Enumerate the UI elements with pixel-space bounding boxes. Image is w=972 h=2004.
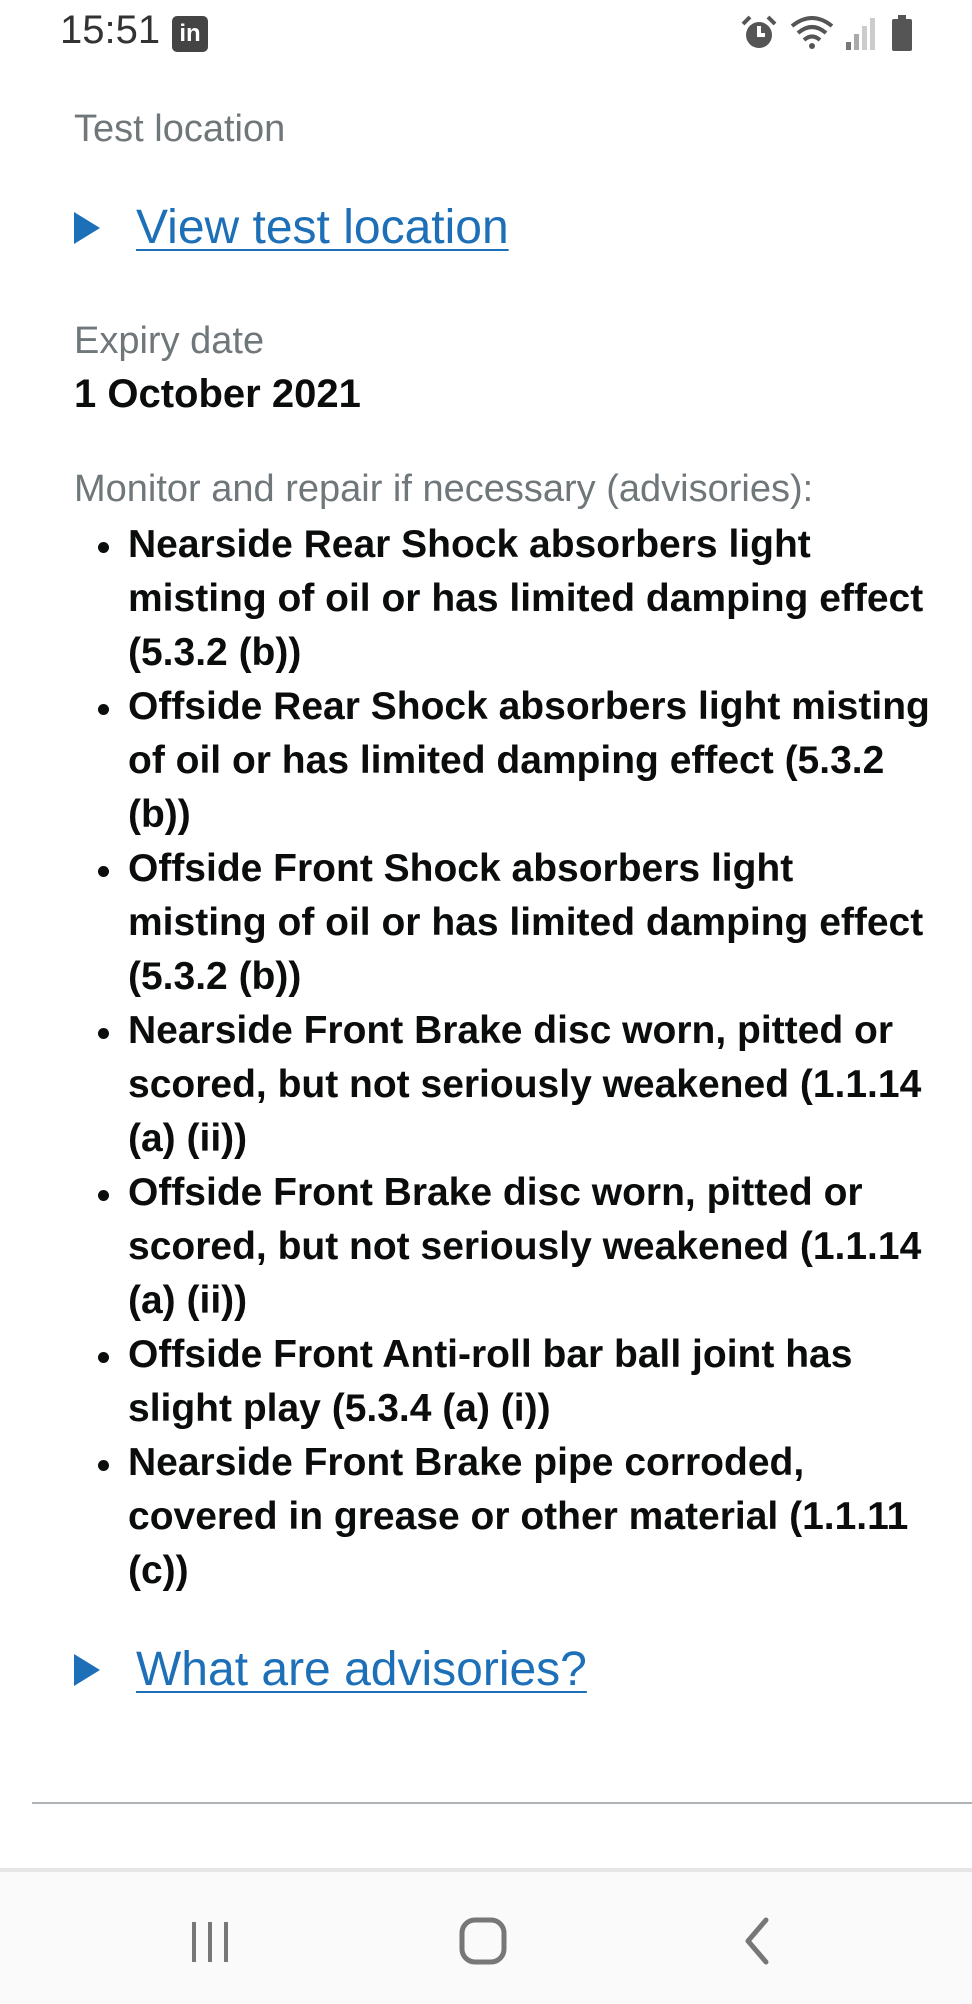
advisory-item: Offside Rear Shock absorbers light misting of oil or has limited damping effect (5.3.2 (b))	[128, 680, 938, 842]
what-are-advisories-link[interactable]: What are advisories?	[136, 1643, 587, 1696]
advisory-item: Nearside Rear Shock absorbers light misting of oil or has limited damping effect (5.3.2 (b))	[128, 518, 938, 680]
section-divider	[32, 1802, 972, 1804]
advisory-item: Nearside Front Brake pipe corroded, covered in grease or other material (1.1.11 (c))	[128, 1436, 938, 1598]
advisory-item: Offside Front Brake disc worn, pitted or scored, but not seriously weakened (1.1.14 (a) (ii))	[128, 1166, 938, 1328]
navigation-bar	[0, 1868, 972, 2004]
advisories-heading: Monitor and repair if necessary (advisories):	[74, 468, 814, 510]
view-test-location-link[interactable]: View test location	[136, 201, 509, 254]
home-icon[interactable]	[456, 1914, 512, 1970]
status-bar	[0, 0, 972, 64]
triangle-right-icon	[74, 1654, 100, 1686]
wifi-icon	[790, 14, 834, 52]
advisories-list	[128, 518, 938, 1598]
signal-icon	[844, 14, 878, 52]
what-are-advisories-toggle[interactable]	[74, 1642, 587, 1697]
linkedin-icon: in	[172, 16, 208, 52]
expiry-date-value: 1 October 2021	[74, 372, 361, 416]
back-icon[interactable]	[738, 1916, 778, 1966]
triangle-right-icon	[74, 212, 100, 244]
expiry-date-label: Expiry date	[74, 320, 265, 362]
status-icons	[740, 14, 930, 54]
advisory-item: Offside Front Shock absorbers light misting of oil or has limited damping effect (5.3.2 (b))	[128, 842, 938, 1004]
recent-apps-icon[interactable]	[186, 1916, 236, 1966]
test-location-label: Test location	[74, 108, 286, 150]
view-test-location-toggle[interactable]	[74, 200, 509, 255]
status-time: 15:51	[60, 8, 161, 52]
advisory-item: Offside Front Anti-roll bar ball joint has slight play (5.3.4 (a) (i))	[128, 1328, 938, 1436]
advisory-item: Nearside Front Brake disc worn, pitted or scored, but not seriously weakened (1.1.14 (a) (ii))	[128, 1004, 938, 1166]
battery-icon	[890, 14, 914, 52]
alarm-icon	[740, 14, 778, 52]
